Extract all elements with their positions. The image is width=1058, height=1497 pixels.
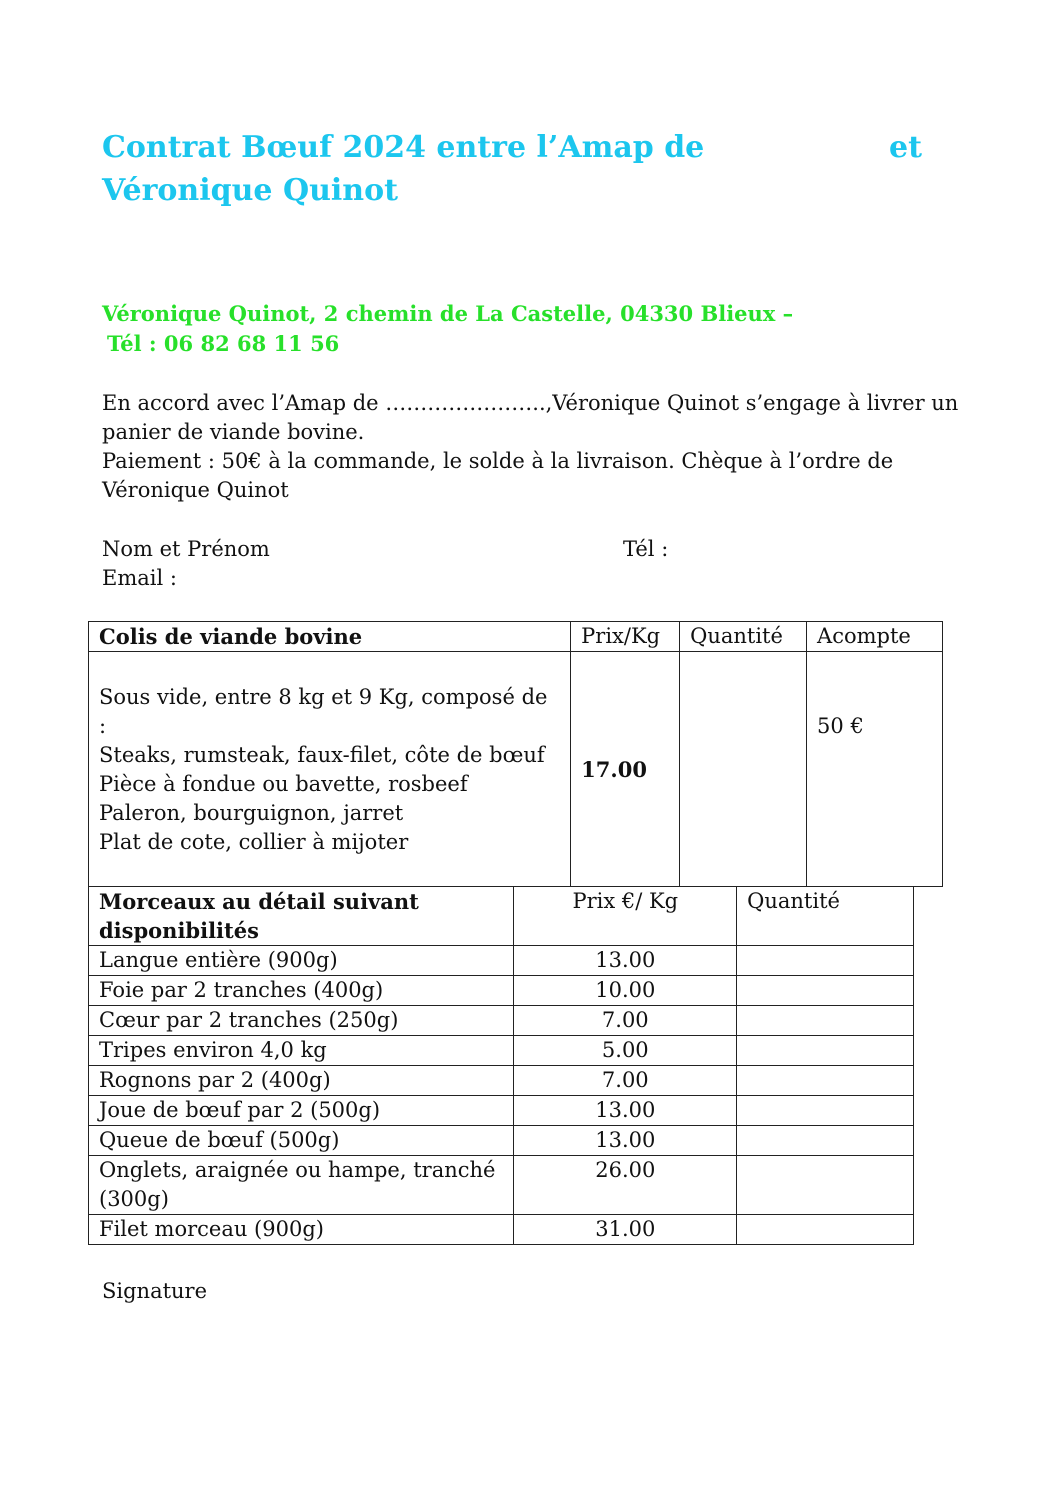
table-row — [89, 1066, 914, 1096]
colis-description-line: Sous vide, entre 8 kg et 9 Kg, composé de : — [99, 685, 548, 738]
title-part2: et — [889, 130, 922, 165]
detail-price: 5.00 — [514, 1036, 737, 1066]
detail-price: 7.00 — [514, 1006, 737, 1036]
producer-info — [102, 299, 793, 359]
colis-acompte: 50 € — [807, 652, 943, 887]
detail-quantity-cell[interactable] — [737, 1066, 914, 1096]
colis-description — [89, 652, 571, 887]
detail-item: Joue de bœuf par 2 (500g) — [89, 1096, 514, 1126]
detail-item: Filet morceau (900g) — [89, 1215, 514, 1245]
agreement-line: panier de viande bovine. — [102, 420, 365, 444]
detail-quantity-cell[interactable] — [737, 1156, 914, 1215]
detail-header-quantity: Quantité — [737, 887, 914, 946]
colis-header-acompte: Acompte — [807, 622, 943, 652]
table-row — [89, 946, 914, 976]
detail-quantity-cell[interactable] — [737, 1006, 914, 1036]
table-row — [89, 976, 914, 1006]
colis-quantity-cell[interactable] — [680, 652, 807, 887]
detail-price: 31.00 — [514, 1215, 737, 1245]
detail-quantity-cell[interactable] — [737, 1036, 914, 1066]
detail-quantity-cell[interactable] — [737, 1215, 914, 1245]
detail-quantity-cell[interactable] — [737, 976, 914, 1006]
detail-price: 26.00 — [514, 1156, 737, 1215]
agreement-line: Véronique Quinot — [102, 478, 289, 502]
table-row — [89, 1126, 914, 1156]
colis-table — [88, 621, 943, 887]
table-row — [89, 1215, 914, 1245]
detail-price: 10.00 — [514, 976, 737, 1006]
colis-description-line: Steaks, rumsteak, faux-filet, côte de bœuf — [99, 743, 545, 767]
producer-phone: Tél : 06 82 68 11 56 — [107, 331, 340, 356]
detail-item: Cœur par 2 tranches (250g) — [89, 1006, 514, 1036]
detail-item: Queue de bœuf (500g) — [89, 1126, 514, 1156]
detail-item: Tripes environ 4,0 kg — [89, 1036, 514, 1066]
colis-description-line: Paleron, bourguignon, jarret — [99, 801, 404, 825]
colis-row — [89, 652, 943, 887]
colis-header-row — [89, 622, 943, 652]
table-row — [89, 1156, 914, 1215]
colis-header-product: Colis de viande bovine — [89, 622, 571, 652]
detail-item: Rognons par 2 (400g) — [89, 1066, 514, 1096]
detail-price: 13.00 — [514, 1096, 737, 1126]
colis-description-line: Pièce à fondue ou bavette, rosbeef — [99, 772, 468, 796]
title-part1: Contrat Bœuf 2024 entre l’Amap de — [102, 130, 705, 165]
detail-item: Onglets, araignée ou hampe, tranché (300g) — [89, 1156, 514, 1215]
detail-price: 13.00 — [514, 946, 737, 976]
detail-price: 13.00 — [514, 1126, 737, 1156]
detail-quantity-cell[interactable] — [737, 1096, 914, 1126]
producer-address: Véronique Quinot, 2 chemin de La Castelle, 04330 Blieux – — [102, 301, 794, 326]
detail-header-row — [89, 887, 914, 946]
detail-quantity-cell[interactable] — [737, 1126, 914, 1156]
colis-header-quantity: Quantité — [680, 622, 807, 652]
table-row — [89, 1096, 914, 1126]
detail-table — [88, 886, 914, 1245]
tel-field-label[interactable]: Tél : — [623, 537, 669, 561]
detail-item: Langue entière (900g) — [89, 946, 514, 976]
table-row — [89, 1036, 914, 1066]
agreement-line: En accord avec l’Amap de …………………..,Véronique Quinot s’engage à livrer un — [102, 391, 959, 415]
colis-price: 17.00 — [571, 652, 680, 887]
colis-header-price: Prix/Kg — [571, 622, 680, 652]
email-field-label[interactable]: Email : — [102, 566, 177, 590]
detail-quantity-cell[interactable] — [737, 946, 914, 976]
colis-description-line: Plat de cote, collier à mijoter — [99, 830, 409, 854]
agreement-line: Paiement : 50€ à la commande, le solde à la livraison. Chèque à l’ordre de — [102, 449, 894, 473]
agreement-paragraph — [102, 389, 959, 505]
detail-price: 7.00 — [514, 1066, 737, 1096]
name-field-label[interactable]: Nom et Prénom — [102, 537, 270, 561]
table-row — [89, 1006, 914, 1036]
title-line2: Véronique Quinot — [102, 173, 398, 208]
contract-title — [102, 126, 922, 212]
detail-header-item: Morceaux au détail suivant disponibilités — [89, 887, 514, 946]
signature-label: Signature — [102, 1279, 208, 1303]
customer-fields — [102, 535, 802, 593]
detail-header-price: Prix €/ Kg — [514, 887, 737, 946]
detail-item: Foie par 2 tranches (400g) — [89, 976, 514, 1006]
